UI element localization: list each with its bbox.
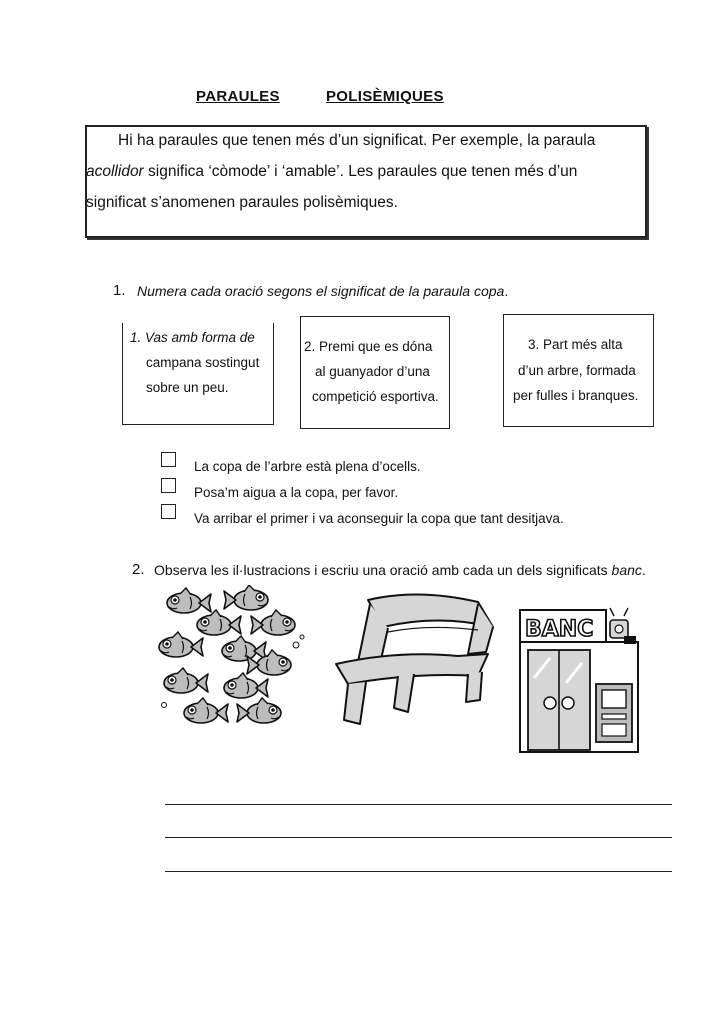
exercise-2-keyword: banc (611, 562, 642, 578)
meaning-2-line-2: al guanyador d’una (315, 364, 430, 379)
exercise-1-instruction-text: Numera cada oració segons el significat de la paraula (137, 283, 474, 299)
meaning-2-line-3: competició esportiva. (312, 389, 439, 404)
intro-line-2 (86, 164, 577, 180)
meaning-2-line-1: 2. Premi que es dóna (304, 339, 433, 354)
sentence-3-checkbox[interactable] (161, 504, 176, 519)
exercise-1-keyword: copa (473, 283, 505, 299)
exercise-2-instruction-text: Observa les il·lustracions i escriu una oració amb cada un dels significats (154, 562, 612, 578)
answer-line-1[interactable] (165, 804, 672, 805)
sentence-1-checkbox[interactable] (161, 452, 176, 467)
intro-line-2-rest: significa ‘còmode’ i ‘amable’. Les paraules que tenen més d’un (143, 163, 578, 180)
bank-building-icon (514, 598, 644, 756)
intro-line-1: Hi ha paraules que tenen més d’un significat. Per exemple, la paraula (118, 132, 596, 149)
exercise-1-number: 1. (113, 282, 126, 299)
exercise-2-period: . (641, 562, 646, 578)
sentence-3: Va arribar el primer i va aconseguir la copa que tant desitjava. (194, 511, 564, 526)
title-word-2: POLISÈMIQUES (326, 88, 444, 105)
sentence-1: La copa de l’arbre està plena d’ocells. (194, 459, 421, 474)
exercise-2-number: 2. (132, 561, 145, 578)
meaning-3-line-2: d’un arbre, formada (518, 363, 636, 378)
intro-keyword: acollidor (86, 163, 144, 180)
sentence-2: Posa’m aigua a la copa, per favor. (194, 485, 399, 500)
bank-sign: BANC (525, 617, 594, 642)
exercise-2-instruction (154, 562, 646, 578)
intro-line-3: significat s’anomenen paraules polisèmiques. (86, 194, 398, 211)
bench-icon (328, 592, 498, 732)
exercise-1-instruction (137, 283, 508, 299)
meaning-1-line-1: 1. Vas amb forma de (130, 330, 255, 345)
meaning-3-line-3: per fulles i branques. (513, 388, 639, 403)
meaning-3-line-1: 3. Part més alta (528, 337, 623, 352)
meaning-1-line-2: campana sostingut (146, 355, 260, 370)
answer-line-2[interactable] (165, 837, 672, 838)
meaning-1-line-3: sobre un peu. (146, 380, 229, 395)
title-word-1: PARAULES (196, 88, 280, 105)
sentence-2-checkbox[interactable] (161, 478, 176, 493)
answer-line-3[interactable] (165, 871, 672, 872)
fish-school-icon (156, 585, 306, 735)
exercise-1-period: . (504, 283, 509, 299)
